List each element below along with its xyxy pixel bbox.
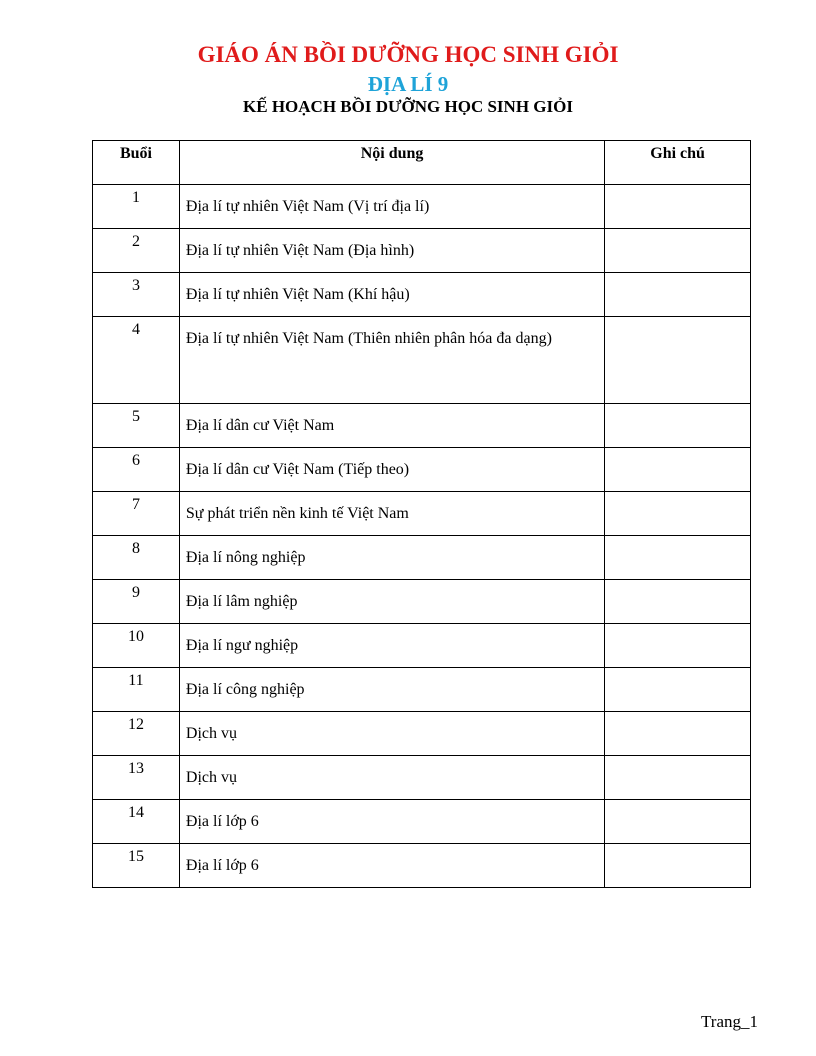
note-cell xyxy=(605,800,751,844)
content-cell: Dịch vụ xyxy=(179,712,604,756)
content-cell: Địa lí tự nhiên Việt Nam (Vị trí địa lí) xyxy=(179,185,604,229)
table-row xyxy=(93,668,751,712)
table-row xyxy=(93,580,751,624)
session-cell: 3 xyxy=(93,273,180,317)
session-cell: 8 xyxy=(93,536,180,580)
header-note: Ghi chú xyxy=(605,141,751,185)
note-cell xyxy=(605,580,751,624)
content-cell: Địa lí tự nhiên Việt Nam (Thiên nhiên phân hóa đa dạng) xyxy=(179,317,604,404)
note-cell xyxy=(605,273,751,317)
page-number: Trang_1 xyxy=(701,1012,758,1031)
table-row xyxy=(93,756,751,800)
content-cell: Địa lí dân cư Việt Nam xyxy=(179,404,604,448)
table-row xyxy=(93,273,751,317)
session-cell: 12 xyxy=(93,712,180,756)
content-cell: Địa lí lớp 6 xyxy=(179,800,604,844)
note-cell xyxy=(605,404,751,448)
session-cell: 15 xyxy=(93,844,180,888)
session-cell: 1 xyxy=(93,185,180,229)
document-title: GIÁO ÁN BỒI DƯỠNG HỌC SINH GIỎI xyxy=(197,42,619,67)
table-row xyxy=(93,536,751,580)
table-row xyxy=(93,624,751,668)
note-cell xyxy=(605,448,751,492)
schedule-table xyxy=(92,140,751,888)
table-row xyxy=(93,404,751,448)
content-cell: Địa lí dân cư Việt Nam (Tiếp theo) xyxy=(179,448,604,492)
session-cell: 4 xyxy=(93,317,180,404)
header-session: Buổi xyxy=(93,141,180,185)
table-row xyxy=(93,844,751,888)
session-cell: 10 xyxy=(93,624,180,668)
content-cell: Địa lí tự nhiên Việt Nam (Địa hình) xyxy=(179,229,604,273)
note-cell xyxy=(605,844,751,888)
session-cell: 5 xyxy=(93,404,180,448)
table-header-row xyxy=(93,141,751,185)
session-cell: 11 xyxy=(93,668,180,712)
table-row xyxy=(93,800,751,844)
note-cell xyxy=(605,668,751,712)
content-cell: Địa lí nông nghiệp xyxy=(179,536,604,580)
note-cell xyxy=(605,712,751,756)
content-cell: Dịch vụ xyxy=(179,756,604,800)
session-cell: 6 xyxy=(93,448,180,492)
note-cell xyxy=(605,229,751,273)
content-cell: Địa lí lớp 6 xyxy=(179,844,604,888)
content-cell: Địa lí ngư nghiệp xyxy=(179,624,604,668)
note-cell xyxy=(605,624,751,668)
table-row xyxy=(93,712,751,756)
content-cell: Địa lí tự nhiên Việt Nam (Khí hậu) xyxy=(179,273,604,317)
session-cell: 14 xyxy=(93,800,180,844)
plan-subtitle: KẾ HOẠCH BỒI DƯỠNG HỌC SINH GIỎI xyxy=(243,97,573,116)
table-row xyxy=(93,317,751,404)
table-row xyxy=(93,492,751,536)
header-content: Nội dung xyxy=(179,141,604,185)
note-cell xyxy=(605,492,751,536)
content-cell: Địa lí lâm nghiệp xyxy=(179,580,604,624)
session-cell: 2 xyxy=(93,229,180,273)
content-cell: Sự phát triển nền kinh tế Việt Nam xyxy=(179,492,604,536)
content-cell: Địa lí công nghiệp xyxy=(179,668,604,712)
table-row xyxy=(93,229,751,273)
note-cell xyxy=(605,317,751,404)
session-cell: 13 xyxy=(93,756,180,800)
table-row xyxy=(93,448,751,492)
table-row xyxy=(93,185,751,229)
note-cell xyxy=(605,756,751,800)
note-cell xyxy=(605,185,751,229)
subject-title: ĐỊA LÍ 9 xyxy=(367,72,449,96)
session-cell: 9 xyxy=(93,580,180,624)
note-cell xyxy=(605,536,751,580)
session-cell: 7 xyxy=(93,492,180,536)
